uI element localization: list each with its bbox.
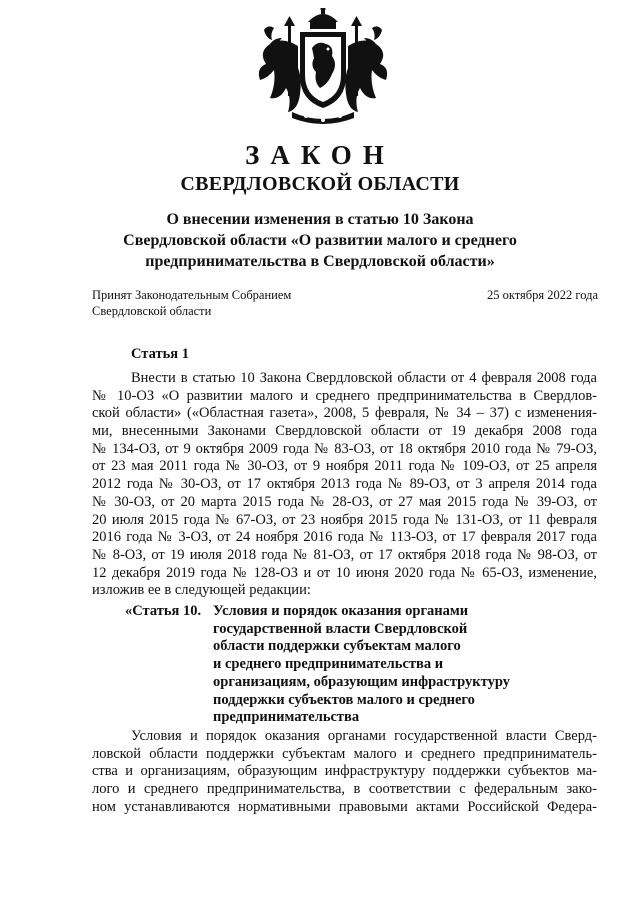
paragraph-line: ном устанавливаются нормативными правовыми актами Российской Федера- <box>92 798 597 815</box>
law-subject-title <box>60 209 580 272</box>
coat-of-arms-emblem <box>248 8 398 126</box>
paragraph-line: 20 июля 2015 года № 67-ОЗ, от 23 ноября 2015 года № 131-ОЗ, от 11 февраля <box>92 511 597 528</box>
subject-line: предпринимательства в Свердловской области» <box>145 253 495 270</box>
adopted-by-line: Принят Законодательным Собранием <box>92 288 292 302</box>
paragraph-line: от 23 мая 2011 года № 30-ОЗ, от 9 ноября 2011 года № 109-ОЗ, от 25 апреля <box>92 458 597 475</box>
title-line: предпринимательства <box>213 709 360 726</box>
adopted-by <box>92 287 291 319</box>
paragraph-line: № 10-ОЗ «О развитии малого и среднего предпринимательства в Свердлов- <box>92 387 597 404</box>
subject-line: Свердловской области «О развитии малого и среднего <box>123 232 517 249</box>
subject-line: О внесении изменения в статью 10 Закона <box>166 211 474 228</box>
paragraph-line: ми, внесенными Законами Свердловской области от 19 декабря 2008 года <box>92 423 597 440</box>
adoption-date: 25 октября 2022 года <box>486 288 598 302</box>
new-article-label: «Статья 10. <box>125 603 202 619</box>
paragraph-line: 2016 года № 3-ОЗ, от 24 ноября 2016 года № 113-ОЗ, от 17 февраля 2017 года <box>92 529 597 546</box>
document-type-heading: ЗАКОН <box>245 140 395 170</box>
paragraph-line: Внести в статью 10 Закона Свердловской области от 4 февраля 2008 года <box>131 370 597 386</box>
paragraph-line: № 30-ОЗ, от 20 марта 2015 года № 28-ОЗ, от 27 мая 2015 года № 39-ОЗ, от <box>92 493 597 510</box>
paragraph-line: ловской области поддержки субъектам малого и среднего предприниматель- <box>92 745 597 762</box>
paragraph-line: № 8-ОЗ, от 19 июля 2018 года № 81-ОЗ, от 17 октября 2018 года № 98-ОЗ, от <box>92 546 597 563</box>
adopted-by-line: Свердловской области <box>92 304 212 318</box>
title-line: поддержки субъектов малого и среднего <box>213 691 475 708</box>
paragraph-line: 2012 года № 30-ОЗ, от 17 октября 2013 года № 89-ОЗ, от 3 апреля 2014 года <box>92 476 597 493</box>
paragraph-line: ской области» («Областная газета», 2008, 5 февраля, № 34 – 37) с изменения- <box>92 405 597 422</box>
new-article-10-text <box>92 728 597 816</box>
region-heading: СВЕРДЛОВСКОЙ ОБЛАСТИ <box>180 173 460 195</box>
paragraph-line: ства и организациям, образующим инфраструктуру поддержки субъектов ма- <box>92 763 597 780</box>
paragraph-line: № 134-ОЗ, от 9 октября 2009 года № 83-ОЗ, от 18 октября 2010 года № 79-ОЗ, <box>92 440 597 457</box>
title-line: и среднего предпринимательства и <box>213 656 444 673</box>
title-line: организациям, образующим инфраструктуру <box>213 673 510 690</box>
paragraph-line: лого и среднего предпринимательства, в соответствии с федеральным зако- <box>92 781 597 798</box>
new-article-title <box>213 603 593 727</box>
article-1-text <box>92 370 597 600</box>
title-line: государственной власти Свердловской <box>213 620 468 637</box>
article-1-title: Статья 1 <box>131 346 189 362</box>
paragraph-line: изложив ее в следующей редакции: <box>92 582 311 599</box>
paragraph-line: 12 декабря 2019 года № 128-ОЗ и от 10 июня 2020 года № 65-ОЗ, изменение, <box>92 564 597 581</box>
title-line: области поддержки субъектам малого <box>213 638 461 655</box>
title-line: Условия и порядок оказания органами <box>213 603 469 619</box>
paragraph-line: Условия и порядок оказания органами государственной власти Сверд- <box>131 728 597 744</box>
